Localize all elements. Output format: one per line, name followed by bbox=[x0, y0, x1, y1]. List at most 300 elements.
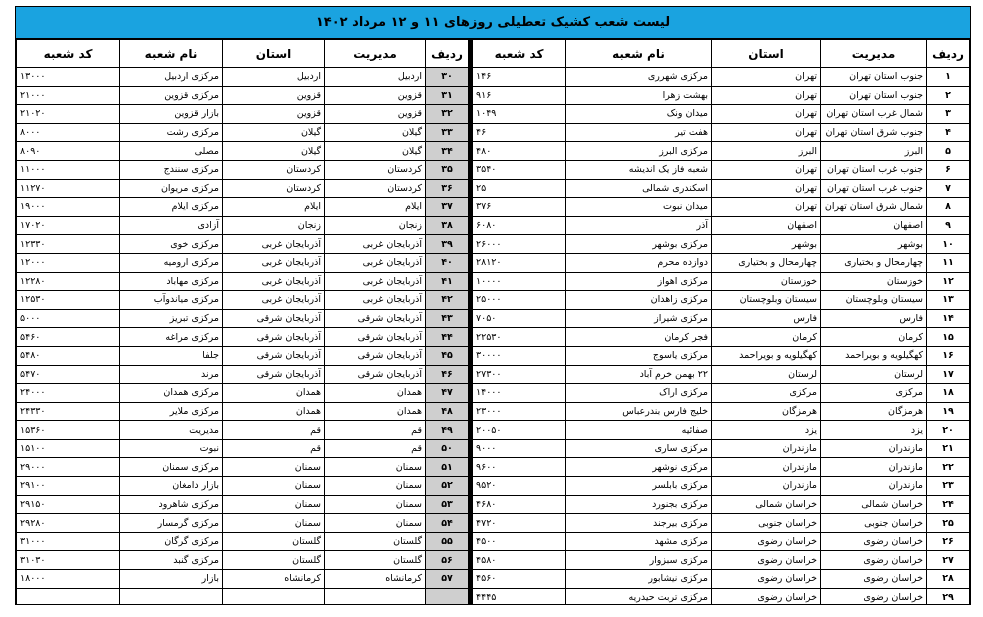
branch-name-cell: صفائیه bbox=[566, 421, 712, 440]
branch-code-cell: ۱۴۶ bbox=[473, 68, 566, 87]
branch-code-cell: ۲۱۰۰۰ bbox=[17, 86, 120, 105]
branch-code-cell: ۸۰۰۰ bbox=[17, 123, 120, 142]
province-cell: کردستان bbox=[223, 160, 325, 179]
table-row bbox=[473, 68, 970, 87]
management-cell: خراسان جنوبی bbox=[821, 514, 927, 533]
table-row bbox=[473, 421, 970, 440]
branch-code-cell: ۲۳۰۰۰ bbox=[473, 402, 566, 421]
branch-name-cell: مرکزی اهواز bbox=[566, 272, 712, 291]
management-cell: خوزستان bbox=[821, 272, 927, 291]
province-cell: خراسان رضوی bbox=[712, 588, 821, 605]
branch-name-cell: مرکزی یاسوج bbox=[566, 346, 712, 365]
table-right bbox=[472, 39, 970, 605]
province-cell: فارس bbox=[712, 309, 821, 328]
branch-code-cell: ۶۰۸۰ bbox=[473, 216, 566, 235]
branch-name-cell: مرکزی گرگان bbox=[120, 532, 223, 551]
branch-name-cell: مرکزی سمنان bbox=[120, 458, 223, 477]
province-cell: قزوین bbox=[223, 105, 325, 124]
province-cell: کرمانشاه bbox=[223, 570, 325, 589]
branch-name-cell: مرکزی ایلام bbox=[120, 198, 223, 217]
province-cell: مرکزی bbox=[712, 384, 821, 403]
management-cell: چهارمحال و بختیاری bbox=[821, 253, 927, 272]
province-cell: سمنان bbox=[223, 458, 325, 477]
row-number-cell: ۴۲ bbox=[426, 291, 469, 310]
branch-name-cell: مرکزی اردبیل bbox=[120, 68, 223, 87]
branch-name-cell: بازار دامغان bbox=[120, 477, 223, 496]
table-row bbox=[473, 179, 970, 198]
province-cell: قزوین bbox=[223, 86, 325, 105]
province-cell: همدان bbox=[223, 384, 325, 403]
table-row bbox=[17, 160, 469, 179]
table-row bbox=[17, 86, 469, 105]
row-number-cell: ۳۰ bbox=[426, 68, 469, 87]
branch-name-cell: مرکزی مهاباد bbox=[120, 272, 223, 291]
table-row bbox=[473, 402, 970, 421]
management-cell: مازندران bbox=[821, 458, 927, 477]
management-cell: همدان bbox=[325, 384, 426, 403]
branch-grid bbox=[16, 39, 970, 604]
table-row bbox=[17, 384, 469, 403]
branch-name-cell: مرکزی نوشهر bbox=[566, 458, 712, 477]
province-cell: مازندران bbox=[712, 439, 821, 458]
branch-code-cell: ۲۹۱۰۰ bbox=[17, 477, 120, 496]
branch-code-cell: ۴۵۰۰ bbox=[473, 532, 566, 551]
management-cell: قم bbox=[325, 439, 426, 458]
management-cell: خراسان رضوی bbox=[821, 588, 927, 605]
province-cell: قم bbox=[223, 421, 325, 440]
province-cell: زنجان bbox=[223, 216, 325, 235]
branch-code-cell: ۲۴۰۰۰ bbox=[17, 384, 120, 403]
table-left bbox=[16, 39, 469, 605]
row-number-cell: ۲۸ bbox=[927, 570, 970, 589]
branch-name-cell: مرکزی نیشابور bbox=[566, 570, 712, 589]
branch-name-cell: مرکزی ملایر bbox=[120, 402, 223, 421]
branch-name-cell: میدان ونک bbox=[566, 105, 712, 124]
branch-name-cell: مرکزی بابلسر bbox=[566, 477, 712, 496]
row-number-cell: ۴ bbox=[927, 123, 970, 142]
branch-code-cell: ۱۳۰۰۰ bbox=[17, 68, 120, 87]
branch-code-cell: ۲۸۱۲۰ bbox=[473, 253, 566, 272]
province-cell: اصفهان bbox=[712, 216, 821, 235]
row-number-cell: ۵ bbox=[927, 142, 970, 161]
province-cell: آذربایجان شرقی bbox=[223, 328, 325, 347]
table-row bbox=[17, 365, 469, 384]
table-row bbox=[17, 272, 469, 291]
province-cell: مازندران bbox=[712, 458, 821, 477]
management-cell: کهگیلویه و بویراحمد bbox=[821, 346, 927, 365]
province-cell: کرمان bbox=[712, 328, 821, 347]
management-cell: ایلام bbox=[325, 198, 426, 217]
table-row bbox=[17, 439, 469, 458]
table-row bbox=[17, 309, 469, 328]
branch-name-cell: آزادی bbox=[120, 216, 223, 235]
management-cell: آذربایجان شرقی bbox=[325, 328, 426, 347]
row-number-cell: ۷ bbox=[927, 179, 970, 198]
branch-name-cell: مرکزی مراغه bbox=[120, 328, 223, 347]
branch-name-cell: مرکزی بوشهر bbox=[566, 235, 712, 254]
row-number-cell: ۵۱ bbox=[426, 458, 469, 477]
branch-code-cell: ۳۰۰۰۰ bbox=[473, 346, 566, 365]
branch-code-cell: ۴۴۴۵ bbox=[473, 588, 566, 605]
header-branch-code: کد شعبه bbox=[17, 40, 120, 68]
table-row bbox=[17, 179, 469, 198]
table-row bbox=[473, 570, 970, 589]
branch-name-cell: مرکزی شیراز bbox=[566, 309, 712, 328]
management-cell: سمنان bbox=[325, 477, 426, 496]
branch-code-cell: ۱۲۰۰۰ bbox=[17, 253, 120, 272]
branch-code-cell: ۲۹۰۰۰ bbox=[17, 458, 120, 477]
province-cell bbox=[223, 588, 325, 605]
row-number-cell: ۲۵ bbox=[927, 514, 970, 533]
table-row bbox=[473, 384, 970, 403]
header-branch-code: کد شعبه bbox=[473, 40, 566, 68]
management-cell: شمال شرق استان تهران bbox=[821, 198, 927, 217]
table-row bbox=[17, 588, 469, 605]
branch-name-cell: آذر bbox=[566, 216, 712, 235]
branch-code-cell: ۹۶۰۰ bbox=[473, 458, 566, 477]
branch-name-cell: مرکزی سنندج bbox=[120, 160, 223, 179]
row-number-cell: ۹ bbox=[927, 216, 970, 235]
table-row bbox=[473, 123, 970, 142]
management-cell: البرز bbox=[821, 142, 927, 161]
branch-code-cell: ۱۲۵۳۰ bbox=[17, 291, 120, 310]
province-cell: خراسان رضوی bbox=[712, 532, 821, 551]
province-cell: تهران bbox=[712, 179, 821, 198]
management-cell: آذربایجان غربی bbox=[325, 253, 426, 272]
table-row bbox=[17, 198, 469, 217]
table-row bbox=[473, 495, 970, 514]
management-cell: آذربایجان شرقی bbox=[325, 309, 426, 328]
branch-code-cell: ۲۰۰۵۰ bbox=[473, 421, 566, 440]
province-cell: یزد bbox=[712, 421, 821, 440]
table-row bbox=[17, 421, 469, 440]
row-number-cell: ۲ bbox=[927, 86, 970, 105]
branch-code-cell: ۲۱۰۲۰ bbox=[17, 105, 120, 124]
management-cell: کردستان bbox=[325, 179, 426, 198]
row-number-cell: ۱۶ bbox=[927, 346, 970, 365]
management-cell: سمنان bbox=[325, 458, 426, 477]
province-cell: هرمزگان bbox=[712, 402, 821, 421]
branch-name-cell: فجر کرمان bbox=[566, 328, 712, 347]
branch-name-cell: مرکزی تربت حیدریه bbox=[566, 588, 712, 605]
province-cell: البرز bbox=[712, 142, 821, 161]
table-row bbox=[17, 458, 469, 477]
row-number-cell: ۴۰ bbox=[426, 253, 469, 272]
province-cell: خراسان رضوی bbox=[712, 551, 821, 570]
table-row bbox=[473, 588, 970, 605]
table-row bbox=[17, 235, 469, 254]
row-number-cell: ۴۸ bbox=[426, 402, 469, 421]
row-number-cell: ۴۹ bbox=[426, 421, 469, 440]
branch-code-cell: ۴۶ bbox=[473, 123, 566, 142]
row-number-cell: ۵۷ bbox=[426, 570, 469, 589]
header-province: استان bbox=[223, 40, 325, 68]
branch-code-cell: ۲۹۲۸۰ bbox=[17, 514, 120, 533]
table-row bbox=[473, 160, 970, 179]
row-number-cell: ۴۱ bbox=[426, 272, 469, 291]
branch-name-cell: مرکزی ارومیه bbox=[120, 253, 223, 272]
row-number-cell: ۱ bbox=[927, 68, 970, 87]
header-branch-name: نام شعبه bbox=[120, 40, 223, 68]
branch-name-cell: مرکزی ساری bbox=[566, 439, 712, 458]
table-row bbox=[473, 216, 970, 235]
branch-code-cell: ۴۵۶۰ bbox=[473, 570, 566, 589]
branch-code-cell: ۱۹۰۰۰ bbox=[17, 198, 120, 217]
table-row bbox=[17, 532, 469, 551]
row-number-cell: ۵۶ bbox=[426, 551, 469, 570]
branch-code-cell: ۲۴۳۳۰ bbox=[17, 402, 120, 421]
management-cell: قزوین bbox=[325, 86, 426, 105]
province-cell: سمنان bbox=[223, 477, 325, 496]
branch-code-cell bbox=[17, 588, 120, 605]
branch-code-cell: ۴۵۸۰ bbox=[473, 551, 566, 570]
branch-code-cell: ۱۴۰۰۰ bbox=[473, 384, 566, 403]
management-cell: مرکزی bbox=[821, 384, 927, 403]
row-number-cell: ۳۳ bbox=[426, 123, 469, 142]
management-cell: جنوب شرق استان تهران bbox=[821, 123, 927, 142]
branch-code-cell: ۱۲۳۳۰ bbox=[17, 235, 120, 254]
management-cell: آذربایجان غربی bbox=[325, 235, 426, 254]
province-cell: اردبیل bbox=[223, 68, 325, 87]
branch-code-cell: ۱۵۳۶۰ bbox=[17, 421, 120, 440]
management-cell: اردبیل bbox=[325, 68, 426, 87]
branch-name-cell: هفت تیر bbox=[566, 123, 712, 142]
table-row bbox=[17, 402, 469, 421]
row-number-cell: ۳ bbox=[927, 105, 970, 124]
table-row bbox=[473, 532, 970, 551]
row-number-cell: ۵۴ bbox=[426, 514, 469, 533]
province-cell: آذربایجان شرقی bbox=[223, 365, 325, 384]
management-cell: همدان bbox=[325, 402, 426, 421]
branch-name-cell: مرکزی شهرری bbox=[566, 68, 712, 87]
row-number-cell: ۲۱ bbox=[927, 439, 970, 458]
management-cell: خراسان شمالی bbox=[821, 495, 927, 514]
header-row bbox=[17, 40, 469, 68]
province-cell: ایلام bbox=[223, 198, 325, 217]
table-row bbox=[473, 458, 970, 477]
management-cell: گلستان bbox=[325, 551, 426, 570]
table-row bbox=[17, 328, 469, 347]
row-number-cell: ۲۴ bbox=[927, 495, 970, 514]
province-cell: آذربایجان غربی bbox=[223, 235, 325, 254]
management-cell: مازندران bbox=[821, 439, 927, 458]
branch-code-cell: ۲۷۳۰۰ bbox=[473, 365, 566, 384]
branch-name-cell: مرکزی قزوین bbox=[120, 86, 223, 105]
row-number-cell: ۳۷ bbox=[426, 198, 469, 217]
branch-name-cell: مرکزی گرمسار bbox=[120, 514, 223, 533]
branch-name-cell: مرکزی البرز bbox=[566, 142, 712, 161]
row-number-cell: ۲۳ bbox=[927, 477, 970, 496]
province-cell: بوشهر bbox=[712, 235, 821, 254]
table-row bbox=[473, 514, 970, 533]
branch-list-sheet bbox=[15, 6, 971, 605]
province-cell: آذربایجان شرقی bbox=[223, 346, 325, 365]
province-cell: گلستان bbox=[223, 551, 325, 570]
province-cell: آذربایجان شرقی bbox=[223, 309, 325, 328]
branch-code-cell: ۲۵ bbox=[473, 179, 566, 198]
row-number-cell: ۶ bbox=[927, 160, 970, 179]
table-row bbox=[473, 105, 970, 124]
management-cell: گیلان bbox=[325, 142, 426, 161]
table-row bbox=[473, 551, 970, 570]
branch-name-cell: مرکزی زاهدان bbox=[566, 291, 712, 310]
table-row bbox=[17, 570, 469, 589]
branch-code-cell: ۹۰۰۰ bbox=[473, 439, 566, 458]
management-cell: فارس bbox=[821, 309, 927, 328]
row-number-cell bbox=[426, 588, 469, 605]
row-number-cell: ۲۶ bbox=[927, 532, 970, 551]
row-number-cell: ۵۵ bbox=[426, 532, 469, 551]
table-row bbox=[473, 86, 970, 105]
branch-name-cell: مرکزی تبریز bbox=[120, 309, 223, 328]
sheet-title: لیست شعب کشیک تعطیلی روزهای ۱۱ و ۱۲ مرداد ۱۴۰۲ bbox=[16, 7, 970, 39]
table-row bbox=[17, 346, 469, 365]
branch-name-cell: نبوت bbox=[120, 439, 223, 458]
branch-name-cell: ۲۲ بهمن خرم آباد bbox=[566, 365, 712, 384]
management-cell bbox=[325, 588, 426, 605]
branch-name-cell: بازار bbox=[120, 570, 223, 589]
management-cell: آذربایجان شرقی bbox=[325, 346, 426, 365]
province-cell: آذربایجان غربی bbox=[223, 272, 325, 291]
management-cell: جنوب غرب استان تهران bbox=[821, 160, 927, 179]
management-cell: زنجان bbox=[325, 216, 426, 235]
table-row bbox=[17, 142, 469, 161]
province-cell: خراسان جنوبی bbox=[712, 514, 821, 533]
row-number-cell: ۴۷ bbox=[426, 384, 469, 403]
management-cell: کرمانشاه bbox=[325, 570, 426, 589]
table-row bbox=[17, 551, 469, 570]
row-number-cell: ۲۰ bbox=[927, 421, 970, 440]
province-cell: سیستان وبلوچستان bbox=[712, 291, 821, 310]
branch-code-cell: ۳۷۶ bbox=[473, 198, 566, 217]
branch-code-cell: ۱۲۲۸۰ bbox=[17, 272, 120, 291]
row-number-cell: ۳۲ bbox=[426, 105, 469, 124]
row-number-cell: ۵۰ bbox=[426, 439, 469, 458]
province-cell: خراسان رضوی bbox=[712, 570, 821, 589]
province-cell: تهران bbox=[712, 86, 821, 105]
province-cell: کردستان bbox=[223, 179, 325, 198]
row-number-cell: ۱۱ bbox=[927, 253, 970, 272]
management-cell: سیستان وبلوچستان bbox=[821, 291, 927, 310]
province-cell: تهران bbox=[712, 68, 821, 87]
header-row-no: ردیف bbox=[426, 40, 469, 68]
province-cell: خوزستان bbox=[712, 272, 821, 291]
province-cell: تهران bbox=[712, 123, 821, 142]
management-cell: گیلان bbox=[325, 123, 426, 142]
branch-name-cell: مرکزی مریوان bbox=[120, 179, 223, 198]
branch-name-cell: جلفا bbox=[120, 346, 223, 365]
branch-name-cell: مرکزی گنبد bbox=[120, 551, 223, 570]
branch-code-cell: ۸۰۹۰ bbox=[17, 142, 120, 161]
row-number-cell: ۱۲ bbox=[927, 272, 970, 291]
branch-code-cell: ۴۷۲۰ bbox=[473, 514, 566, 533]
row-number-cell: ۱۰ bbox=[927, 235, 970, 254]
table-row bbox=[473, 235, 970, 254]
management-cell: بوشهر bbox=[821, 235, 927, 254]
table-row bbox=[473, 309, 970, 328]
row-number-cell: ۱۵ bbox=[927, 328, 970, 347]
row-number-cell: ۲۲ bbox=[927, 458, 970, 477]
management-cell: جنوب استان تهران bbox=[821, 86, 927, 105]
row-number-cell: ۲۷ bbox=[927, 551, 970, 570]
management-cell: آذربایجان غربی bbox=[325, 272, 426, 291]
table-row bbox=[473, 346, 970, 365]
province-cell: همدان bbox=[223, 402, 325, 421]
row-number-cell: ۱۳ bbox=[927, 291, 970, 310]
branch-name-cell: شعبه فاز یک اندیشه bbox=[566, 160, 712, 179]
table-row bbox=[473, 142, 970, 161]
header-row-no: ردیف bbox=[927, 40, 970, 68]
management-cell: اصفهان bbox=[821, 216, 927, 235]
branch-code-cell: ۱۸۰۰۰ bbox=[17, 570, 120, 589]
province-cell: تهران bbox=[712, 160, 821, 179]
row-number-cell: ۳۹ bbox=[426, 235, 469, 254]
branch-code-cell: ۱۰۴۹ bbox=[473, 105, 566, 124]
table-row bbox=[473, 328, 970, 347]
province-cell: کهگیلویه و بویراحمد bbox=[712, 346, 821, 365]
branch-name-cell: مصلی bbox=[120, 142, 223, 161]
row-number-cell: ۲۹ bbox=[927, 588, 970, 605]
branch-code-cell: ۹۱۶ bbox=[473, 86, 566, 105]
branch-code-cell: ۵۴۷۰ bbox=[17, 365, 120, 384]
province-cell: مازندران bbox=[712, 477, 821, 496]
branch-name-cell: مدیریت bbox=[120, 421, 223, 440]
branch-name-cell: مرکزی سبزوار bbox=[566, 551, 712, 570]
branch-code-cell: ۲۵۰۰۰ bbox=[473, 291, 566, 310]
row-number-cell: ۴۶ bbox=[426, 365, 469, 384]
table-row bbox=[473, 291, 970, 310]
branch-code-cell: ۲۶۰۰۰ bbox=[473, 235, 566, 254]
management-cell: مازندران bbox=[821, 477, 927, 496]
row-number-cell: ۱۷ bbox=[927, 365, 970, 384]
province-cell: آذربایجان غربی bbox=[223, 253, 325, 272]
table-row bbox=[473, 439, 970, 458]
branch-code-cell: ۲۹۱۵۰ bbox=[17, 495, 120, 514]
branch-code-cell: ۴۶۸۰ bbox=[473, 495, 566, 514]
province-cell: گیلان bbox=[223, 142, 325, 161]
row-number-cell: ۳۴ bbox=[426, 142, 469, 161]
row-number-cell: ۵۲ bbox=[426, 477, 469, 496]
header-province: استان bbox=[712, 40, 821, 68]
branch-name-cell: مرکزی اراک bbox=[566, 384, 712, 403]
row-number-cell: ۴۳ bbox=[426, 309, 469, 328]
row-number-cell: ۳۵ bbox=[426, 160, 469, 179]
branch-code-cell: ۱۱۰۰۰ bbox=[17, 160, 120, 179]
branch-code-cell: ۱۱۲۷۰ bbox=[17, 179, 120, 198]
management-cell: قزوین bbox=[325, 105, 426, 124]
table-row bbox=[17, 514, 469, 533]
management-cell: یزد bbox=[821, 421, 927, 440]
branch-code-cell: ۱۷۰۲۰ bbox=[17, 216, 120, 235]
branch-code-cell: ۷۰۵۰ bbox=[473, 309, 566, 328]
table-row bbox=[473, 477, 970, 496]
province-cell: لرستان bbox=[712, 365, 821, 384]
table-row bbox=[17, 495, 469, 514]
management-cell: لرستان bbox=[821, 365, 927, 384]
table-row bbox=[17, 253, 469, 272]
row-number-cell: ۸ bbox=[927, 198, 970, 217]
management-cell: کرمان bbox=[821, 328, 927, 347]
management-cell: شمال غرب استان تهران bbox=[821, 105, 927, 124]
branch-code-cell: ۵۴۶۰ bbox=[17, 328, 120, 347]
header-branch-name: نام شعبه bbox=[566, 40, 712, 68]
header-management: مدیریت bbox=[325, 40, 426, 68]
branch-code-cell: ۳۱۰۰۰ bbox=[17, 532, 120, 551]
branch-code-cell: ۲۲۵۳۰ bbox=[473, 328, 566, 347]
management-cell: قم bbox=[325, 421, 426, 440]
management-cell: هرمزگان bbox=[821, 402, 927, 421]
table-row bbox=[473, 198, 970, 217]
